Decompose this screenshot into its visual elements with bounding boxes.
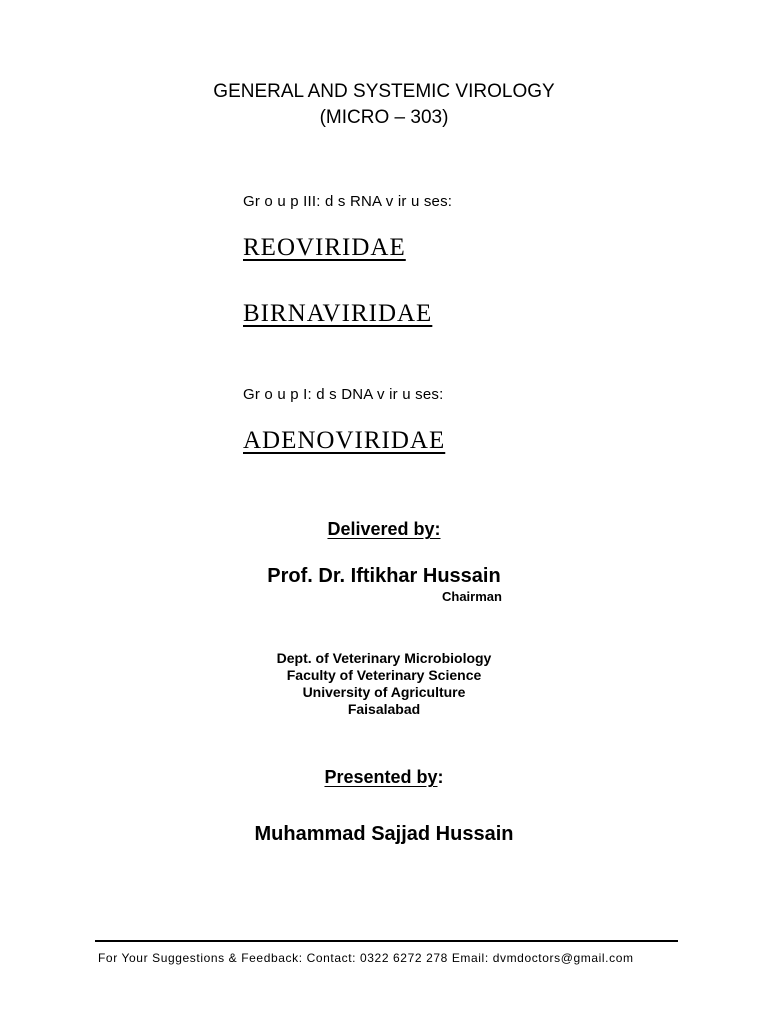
affiliation-city: Faisalabad bbox=[347, 701, 421, 717]
footer-contact: For Your Suggestions & Feedback: Contact: 0322 6272 278 Email: dvmdoctors@gmail.com bbox=[98, 951, 634, 965]
affiliation-faculty: Faculty of Veterinary Science bbox=[286, 667, 482, 683]
family-reoviridae: REOVIRIDAE bbox=[243, 234, 406, 261]
family-birnaviridae: BIRNAVIRIDAE bbox=[243, 300, 433, 327]
family-adenoviridae: ADENOVIRIDAE bbox=[243, 427, 446, 454]
lecturer-name: Prof. Dr. Iftikhar Hussain bbox=[267, 565, 501, 587]
affiliation-university: University of Agriculture bbox=[302, 684, 466, 700]
group-3-label: Gr o u p III: d s RNA v ir u ses: bbox=[243, 193, 453, 210]
footer-divider bbox=[95, 940, 678, 942]
delivered-by-heading: Delivered by: bbox=[327, 519, 441, 539]
group-1-label: Gr o u p I: d s DNA v ir u ses: bbox=[243, 386, 444, 403]
lecturer-role: Chairman bbox=[442, 589, 502, 604]
presented-by-colon: : bbox=[437, 767, 444, 787]
presenter-name: Muhammad Sajjad Hussain bbox=[254, 823, 514, 845]
affiliation-dept: Dept. of Veterinary Microbiology bbox=[276, 650, 492, 666]
presented-by-label: Presented by bbox=[324, 767, 438, 787]
course-code: (MICRO – 303) bbox=[319, 107, 449, 128]
presented-by-heading bbox=[0, 767, 768, 788]
document-title: GENERAL AND SYSTEMIC VIROLOGY bbox=[213, 81, 555, 102]
